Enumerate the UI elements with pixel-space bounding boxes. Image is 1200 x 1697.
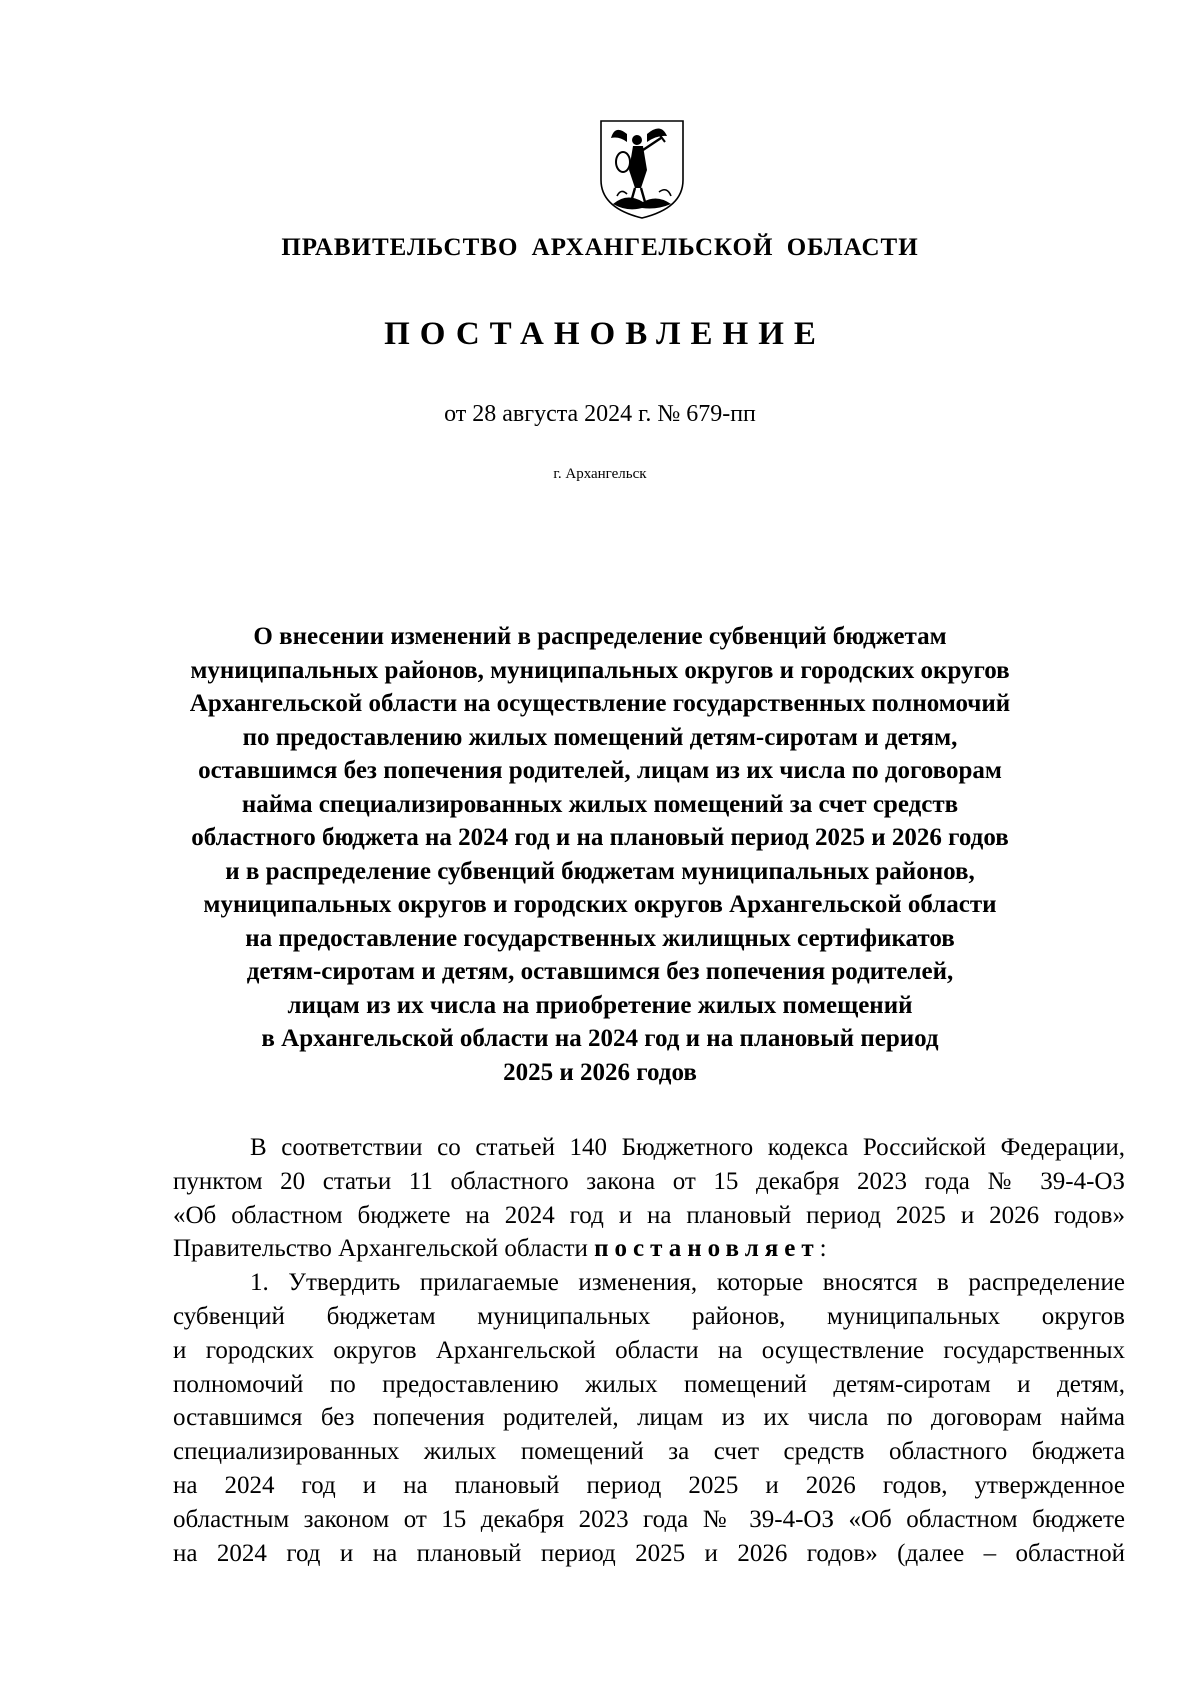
title-line: Архангельской области на осуществление государственных полномочий [189, 690, 1011, 717]
title-line: детям-сиротам и детям, оставшимся без попечения родителей, [246, 958, 954, 985]
item-line: областным законом от 15 декабря 2023 года № 39-4-ОЗ «Об областном бюджете [173, 1505, 1125, 1533]
decree-line [173, 1232, 1125, 1266]
item-line: на 2024 год и на плановый период 2025 и 2026 годов, утвержденное [173, 1471, 1125, 1499]
preamble-line: пунктом 20 статьи 11 областного закона от 15 декабря 2023 года № 39-4-ОЗ [173, 1167, 1125, 1195]
title-line: муниципальных округов и городских округов Архангельской области [203, 891, 997, 918]
document-type: ПОСТАНОВЛЕНИЕ [384, 316, 826, 352]
decree-word: постановляет [594, 1235, 820, 1263]
title-line: О внесении изменений в распределение субвенций бюджетам [253, 623, 947, 650]
item-line: и городских округов Архангельской области на осуществление государственных [173, 1336, 1125, 1364]
document-body [173, 1131, 1125, 1570]
title-line: найма специализированных жилых помещений за счет средств [241, 790, 959, 818]
title-line: в Архангельской области на 2024 год и на плановый период [261, 1025, 939, 1052]
preamble-line: «Об областном бюджете на 2024 год и на плановый период 2025 и 2026 годов» [173, 1201, 1125, 1229]
title-line: и в распределение субвенций бюджетам муниципальных районов, [225, 857, 975, 885]
decree-suffix: : [819, 1235, 827, 1263]
item-line: 1. Утвердить прилагаемые изменения, которые вносятся в распределение [250, 1269, 1125, 1297]
item-line: специализированных жилых помещений за счет средств областного бюджета [173, 1438, 1125, 1466]
decree-prefix: Правительство Архангельской области [173, 1235, 595, 1263]
item-line: субвенций бюджетам муниципальных районов, муниципальных округов [173, 1302, 1125, 1330]
document-date-number: от 28 августа 2024 г. № 679-пп [444, 401, 756, 427]
item-line: полномочий по предоставлению жилых помещений детям-сиротам и детям, [173, 1370, 1125, 1398]
archangel-coat-of-arms-icon [597, 118, 687, 220]
title-line: оставшимся без попечения родителей, лицам из их числа по договорам [198, 757, 1002, 784]
item-line: оставшимся без попечения родителей, лицам из их числа по договорам найма [173, 1404, 1125, 1432]
title-line: по предоставлению жилых помещений детям-сиротам и детям, [242, 723, 958, 751]
preamble-line: В соответствии со статьей 140 Бюджетного кодекса Российской Федерации, [250, 1134, 1125, 1161]
government-name: ПРАВИТЕЛЬСТВО АРХАНГЕЛЬСКОЙ ОБЛАСТИ [281, 234, 919, 261]
title-line: лицам из их числа на приобретение жилых помещений [287, 991, 913, 1019]
title-line: областного бюджета на 2024 год и на плановый период 2025 и 2026 годов [191, 824, 1009, 851]
title-line: на предоставление государственных жилищных сертификатов [245, 924, 955, 952]
item-line: на 2024 год и на плановый период 2025 и 2026 годов» (далее – областной [173, 1539, 1125, 1567]
title-line: муниципальных районов, муниципальных округов и городских округов [190, 656, 1010, 684]
document-title [160, 620, 1040, 1089]
title-line: 2025 и 2026 годов [503, 1058, 697, 1086]
document-place: г. Архангельск [553, 466, 647, 482]
